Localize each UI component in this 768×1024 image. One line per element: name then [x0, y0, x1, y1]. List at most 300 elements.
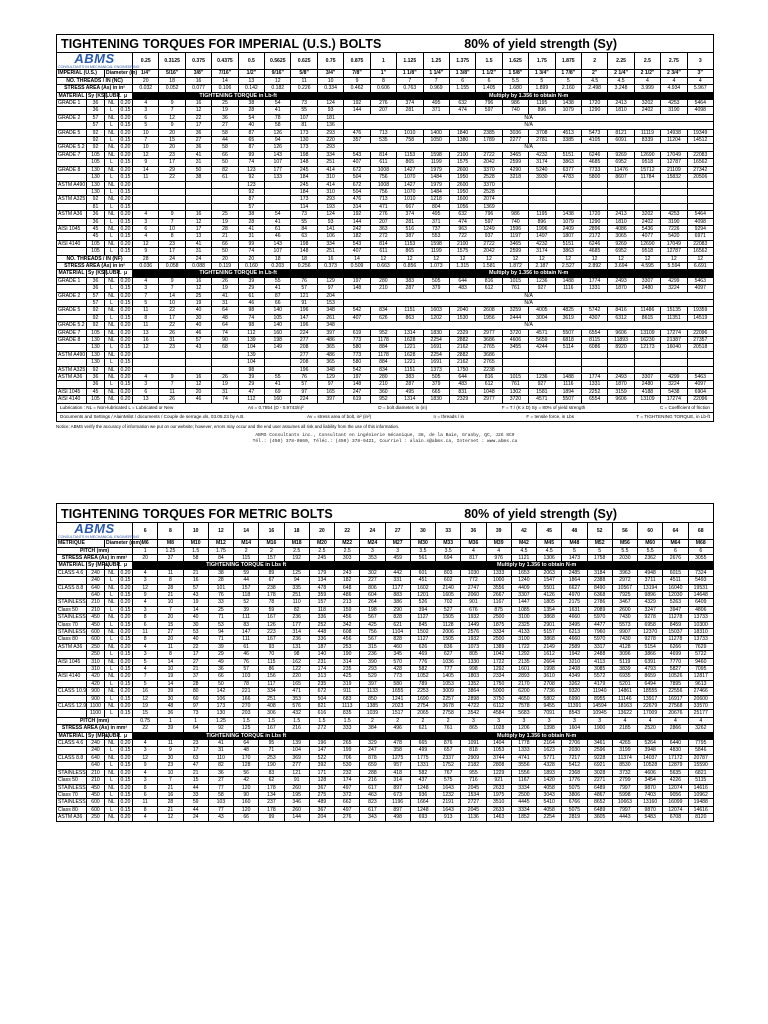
mu-cell: 0.15 — [119, 188, 133, 195]
stress-cell: 0.334 — [317, 85, 343, 92]
torque-cell: 293 — [317, 196, 343, 203]
diameter-label: Diameter (in) — [106, 70, 138, 77]
torque-cell: 4299 — [661, 277, 687, 284]
torque-cell: 93 — [259, 643, 284, 650]
torque-cell: 21 — [212, 233, 238, 240]
threads-cell: 5.5 — [502, 77, 528, 84]
torque-cell: 773 — [344, 337, 370, 344]
diameter-frac-cell: 1/4" — [133, 70, 159, 77]
table-row — [57, 814, 714, 821]
torque-cell: 10663 — [612, 799, 637, 806]
torque-cell: 576 — [284, 703, 309, 710]
torque-cell: 6246 — [581, 151, 607, 158]
mu-cell: 0.20 — [119, 240, 133, 247]
col-sy: Sy (MPa) — [88, 732, 110, 739]
stress-cell: 0.226 — [291, 85, 317, 92]
note-text: C = Coefficient of friction — [659, 404, 710, 410]
torque-cell: 2972 — [612, 577, 637, 584]
torque-cell: 8 — [133, 614, 158, 621]
mu-cell: 0.15 — [119, 636, 133, 643]
torque-cell: 5507 — [555, 329, 581, 336]
mu-cell: 0.20 — [119, 337, 133, 344]
threads-cell: 12 — [529, 255, 555, 262]
torque-cell: 41 — [265, 218, 291, 225]
material-cell: ASTM A325 — [58, 366, 86, 373]
torque-cell: 77 — [208, 784, 233, 791]
stress-cell: 2185 — [612, 725, 637, 732]
stress-cell: 3.248 — [608, 85, 634, 92]
table-row — [57, 614, 714, 621]
torque-cell: 36 — [158, 710, 183, 717]
torque-cell: 6821 — [688, 769, 713, 776]
torque-cell: 9 — [159, 277, 185, 284]
diameter-label: Diameter (mm) — [106, 540, 142, 547]
lubr-cell: L — [105, 359, 119, 366]
torque-cell: 9269 — [608, 151, 634, 158]
torque-cell — [159, 359, 185, 366]
torque-cell: 8659 — [638, 673, 663, 680]
diameter-m-cell: M68 — [688, 540, 713, 547]
torque-cell: 115 — [259, 658, 284, 665]
torque-cell: 11 — [158, 569, 183, 576]
mu-cell: 0.15 — [119, 710, 133, 717]
table-row — [57, 211, 714, 218]
torque-cell: 2722 — [476, 151, 502, 158]
torque-cell: 713 — [370, 129, 396, 136]
torque-cell: 1601 — [511, 666, 536, 673]
torque-cell: 776 — [410, 658, 435, 665]
torque-cell: 3 — [133, 651, 158, 658]
mu-cell: 0.15 — [119, 300, 133, 307]
torque-cell: 845 — [410, 621, 435, 628]
torque-cell: 4699 — [663, 651, 688, 658]
torque-cell: 7403 — [638, 791, 663, 798]
torque-cell: 5 — [133, 300, 159, 307]
stress-cell: 1.073 — [423, 262, 449, 269]
torque-cell: 665 — [410, 740, 435, 747]
pitch-cell: 1.25 — [158, 547, 183, 554]
lubr-cell: NL — [105, 643, 119, 650]
torque-cell: 25 — [212, 211, 238, 218]
torque-cell: 21 — [158, 806, 183, 813]
torque-cell: 527 — [436, 606, 461, 613]
torque-cell: 121 — [284, 769, 309, 776]
diameter-dec-cell: 1.875 — [555, 53, 581, 70]
torque-cell: 203 — [234, 710, 259, 717]
torque-cell: 1803 — [461, 673, 486, 680]
torque-cell: 1975 — [486, 791, 511, 798]
torque-cell: 123 — [238, 166, 264, 173]
torque-cell: 224 — [291, 329, 317, 336]
torque-cell: 10 — [133, 144, 159, 151]
material-cell: GRADE 1 — [57, 100, 87, 107]
torque-cell: 1127 — [410, 636, 435, 643]
torque-cell: 11940 — [587, 688, 612, 695]
torque-cell: 897 — [385, 806, 410, 813]
torque-cell: 210 — [370, 285, 396, 292]
sy-cell: 130 — [87, 337, 105, 344]
threads-cell: 18 — [159, 77, 185, 84]
torque-cell: 602 — [436, 577, 461, 584]
torque-cell: 238 — [259, 584, 284, 591]
torque-cell: 834 — [370, 307, 396, 314]
torque-cell: 952 — [370, 396, 396, 403]
torque-cell: 2480 — [634, 381, 660, 388]
footer-address: ABMS Consultants inc., Consultant en ingénierie mécanique, 38, de la Baie, Granby, QC, J2G 8C9 — [255, 432, 515, 438]
torque-cell: 198 — [291, 240, 317, 247]
sy-cell: 640 — [87, 762, 105, 769]
torque-cell: 173 — [291, 129, 317, 136]
torque-cell: 319 — [335, 680, 360, 687]
torque-cell: 207 — [370, 218, 396, 225]
torque-cell: 242 — [344, 225, 370, 232]
torque-cell: 14 — [158, 680, 183, 687]
sy-cell: 240 — [87, 569, 105, 576]
diameter-m-cell: M39 — [486, 540, 511, 547]
torque-cell: 44 — [212, 137, 238, 144]
torque-cell: 3866 — [638, 651, 663, 658]
torque-cell: 806 — [360, 584, 385, 591]
stress-cell: 157 — [259, 554, 284, 561]
threads-cell: 20 — [133, 77, 159, 84]
table-row — [57, 151, 714, 158]
torque-cell: 83 — [234, 621, 259, 628]
torque-cell: 59 — [183, 799, 208, 806]
torque-cell: 986 — [502, 100, 528, 107]
torque-cell: 360 — [370, 388, 396, 395]
torque-cell: 1870 — [608, 381, 634, 388]
diameter-dec-cell: 1.25 — [423, 53, 449, 70]
torque-cell: 5420 — [661, 233, 687, 240]
torque-cell: 14037 — [638, 754, 663, 761]
torque-cell: 6091 — [608, 137, 634, 144]
torque-cell: 10945 — [587, 710, 612, 717]
table-row — [57, 137, 714, 144]
torque-cell: 486 — [335, 591, 360, 598]
torque-cell: 148 — [344, 285, 370, 292]
torque-cell: 5264 — [638, 740, 663, 747]
torque-cell: 31 — [212, 388, 238, 395]
torque-cell: 48 — [212, 314, 238, 321]
torque-cell: 1449 — [461, 621, 486, 628]
torque-cell: 20787 — [688, 754, 713, 761]
torque-cell: 3467 — [612, 599, 637, 606]
diameter-num-cell: 22 — [335, 522, 360, 539]
material-cell: CLASS 4.6 — [57, 740, 87, 747]
torque-cell: 3806 — [562, 791, 587, 798]
torque-cell — [212, 181, 238, 188]
torque-cell: 876 — [436, 740, 461, 747]
torque-cell: 8339 — [634, 137, 660, 144]
torque-cell: 1008 — [370, 166, 396, 173]
table-row — [57, 584, 714, 591]
torque-cell: 64 — [212, 322, 238, 329]
torque-cell: 8530 — [612, 762, 637, 769]
na-cell: N/A — [344, 292, 714, 299]
torque-cell: 921 — [486, 777, 511, 784]
mu-cell: 0.15 — [119, 122, 133, 129]
torque-cell: 48 — [234, 747, 259, 754]
threads-cell: 7 — [423, 77, 449, 84]
torque-cell: 5000 — [486, 688, 511, 695]
col-mu: μ — [119, 732, 133, 739]
torque-cell: 4188 — [634, 388, 660, 395]
diameter-num-cell: 8 — [158, 522, 183, 539]
stress-cell: 0.969 — [423, 85, 449, 92]
torque-cell: 4133 — [511, 628, 536, 635]
torque-cell: 1602 — [410, 584, 435, 591]
torque-cell: 4329 — [638, 599, 663, 606]
mu-cell: 0.20 — [119, 740, 133, 747]
metric-sheet — [56, 503, 714, 822]
torque-cell: 315 — [360, 643, 385, 650]
torque-cell: 46 — [238, 300, 264, 307]
torque-cell: 1236 — [529, 374, 555, 381]
torque-cell: 27 — [208, 777, 233, 784]
torque-cell: 1236 — [529, 277, 555, 284]
torque-cell: 74 — [238, 248, 264, 255]
mu-cell: 0.20 — [119, 754, 133, 761]
table-row — [57, 366, 714, 373]
torque-cell: 41 — [208, 740, 233, 747]
torque-cell: 31 — [185, 159, 211, 166]
torque-cell: 526 — [410, 599, 435, 606]
torque-cell: 476 — [344, 129, 370, 136]
stress-cell: 976 — [486, 554, 511, 561]
torque-cell: 14 — [159, 292, 185, 299]
torque-cell: 10962 — [688, 791, 713, 798]
torque-cell: 816 — [476, 374, 502, 381]
torque-cell — [212, 203, 238, 210]
torque-cell: 7430 — [612, 614, 637, 621]
torque-cell: 3202 — [634, 100, 660, 107]
torque-cell: 365 — [317, 344, 343, 351]
stress-cell: 2362 — [638, 554, 663, 561]
torque-cell: 575 — [436, 777, 461, 784]
stress-cell: 0.663 — [370, 262, 396, 269]
torque-cell: 12 — [133, 584, 158, 591]
torque-cell: 16562 — [687, 159, 713, 166]
diameter-num-cell: 12 — [208, 522, 233, 539]
disclaimer: Notice: ABMS verify the accuracy of information we put on our website; however, errors may occur and the end user assumes all risk and liability from the use of this information. — [56, 423, 400, 429]
stress-row — [57, 85, 714, 92]
torque-cell: 12 — [185, 218, 211, 225]
threads-cell: 18 — [291, 255, 317, 262]
torque-cell: 173 — [208, 703, 233, 710]
threads-cell: 12 — [476, 255, 502, 262]
torque-cell: 3732 — [612, 769, 637, 776]
stress-cell: 4.934 — [661, 85, 687, 92]
stress-cell: 865 — [461, 725, 486, 732]
torque-cell: 1628 — [397, 337, 423, 344]
torque-cell: 1581 — [529, 388, 555, 395]
diameter-dec-cell: 1.125 — [397, 53, 423, 70]
torque-cell: 11119 — [634, 129, 660, 136]
table-row — [57, 799, 714, 806]
torque-cell: 621 — [385, 621, 410, 628]
torque-cell: 21387 — [661, 337, 687, 344]
sy-cell: 600 — [87, 799, 105, 806]
torque-cell: 9056 — [663, 791, 688, 798]
torque-cell: 114 — [291, 203, 317, 210]
torque-cell — [529, 351, 555, 358]
torque-cell: 44 — [183, 806, 208, 813]
material-cell — [57, 359, 87, 366]
torque-cell: 3 — [133, 777, 158, 784]
sy-cell: 105 — [87, 248, 105, 255]
material-cell: GRADE 5 — [57, 129, 87, 136]
torque-cell: 2254 — [423, 351, 449, 358]
sy-cell: 250 — [87, 814, 105, 821]
pitch-fine-row — [57, 717, 714, 724]
torque-cell: 4606 — [638, 769, 663, 776]
torque-cell: 23 — [159, 344, 185, 351]
diameter-frac-cell: 1 7/8" — [555, 70, 581, 77]
stress-cell: 3.694 — [608, 262, 634, 269]
torque-cell: 4244 — [529, 344, 555, 351]
diameter-frac-cell: 9/16" — [265, 70, 291, 77]
torque-cell: 157 — [234, 584, 259, 591]
torque-cell: 756 — [360, 628, 385, 635]
torque-cell: 3199 — [612, 747, 637, 754]
torque-cell: 140 — [265, 307, 291, 314]
torque-cell: 1221 — [397, 359, 423, 366]
torque-cell: 148 — [291, 159, 317, 166]
torque-cell: 27342 — [687, 166, 713, 173]
torque-cell: 1053 — [486, 747, 511, 754]
torque-cell: 110 — [208, 754, 233, 761]
torque-cell: 3210 — [562, 658, 587, 665]
torque-cell: 5 — [133, 658, 158, 665]
torque-cell: 41 — [212, 292, 238, 299]
torque-cell: 329 — [360, 740, 385, 747]
torque-cell: 1852 — [511, 814, 536, 821]
torque-cell: 89 — [259, 569, 284, 576]
torque-cell: 1596 — [502, 225, 528, 232]
torque-cell: 9 — [159, 211, 185, 218]
torque-cell: 5154 — [638, 643, 663, 650]
torque-cell: 6489 — [587, 784, 612, 791]
torque-cell: 76 — [208, 591, 233, 598]
column-header-row — [57, 732, 714, 739]
stress-cell: 817 — [461, 554, 486, 561]
torque-cell: 5115 — [688, 777, 713, 784]
torque-cell: 4097 — [687, 285, 713, 292]
torque-cell: 70 — [259, 651, 284, 658]
material-cell: GRADE 7 — [57, 329, 87, 336]
torque-cell: 4830 — [663, 747, 688, 754]
torque-cell: 6 — [133, 114, 159, 121]
torque-cell: 12787 — [661, 159, 687, 166]
torque-cell: 15135 — [661, 307, 687, 314]
table-row — [57, 651, 714, 658]
table-row — [57, 322, 714, 329]
torque-cell: 2149 — [537, 643, 562, 650]
torque-cell: 53 — [183, 628, 208, 635]
torque-cell: 9907 — [612, 628, 637, 635]
torque-cell: 50 — [212, 248, 238, 255]
torque-cell: 2754 — [410, 703, 435, 710]
column-header-row — [57, 92, 714, 99]
diameter-m-cell: M8 — [158, 540, 183, 547]
torque-cell: 281 — [397, 107, 423, 114]
torque-cell: 2402 — [634, 218, 660, 225]
torque-cell: 9460 — [688, 658, 713, 665]
threads-cell: 5 — [529, 77, 555, 84]
sy-cell: 450 — [87, 621, 105, 628]
threads-cell: 11 — [291, 77, 317, 84]
torque-cell: 156 — [259, 673, 284, 680]
torque-cell: 71 — [208, 636, 233, 643]
lubr-cell: L — [105, 777, 119, 784]
torque-cell — [581, 188, 607, 195]
torque-cell: 13733 — [688, 636, 713, 643]
torque-cell: 3096 — [612, 651, 637, 658]
threads-label: NO. THREADS / IN (NC) — [57, 77, 133, 84]
mu-cell: 0.20 — [119, 599, 133, 606]
torque-cell: 5151 — [555, 240, 581, 247]
sy-cell: 57 — [87, 114, 105, 121]
torque-cell: 1447 — [511, 599, 536, 606]
torque-cell: 4113 — [587, 658, 612, 665]
torque-cell: 17274 — [661, 329, 687, 336]
torque-cell: 31 — [185, 248, 211, 255]
torque-cell: 28 — [158, 799, 183, 806]
torque-cell: 31 — [208, 747, 233, 754]
table-row — [57, 285, 714, 292]
pitch-cell: 4 — [663, 717, 688, 724]
torque-cell: 7095 — [688, 666, 713, 673]
torque-cell: 41 — [185, 240, 211, 247]
torque-cell: 87 — [238, 144, 264, 151]
stress-cell: 3.999 — [634, 85, 660, 92]
torque-cell: 1400 — [423, 129, 449, 136]
lubr-cell: NL — [105, 196, 119, 203]
torque-cell — [661, 366, 687, 373]
material-cell — [57, 710, 87, 717]
torque-cell: 13109 — [634, 396, 660, 403]
torque-cell: 3370 — [476, 166, 502, 173]
torque-cell — [133, 359, 159, 366]
torque-cell: 5722 — [688, 651, 713, 658]
torque-cell: 11374 — [612, 754, 637, 761]
torque-cell: 9278 — [638, 636, 663, 643]
torque-cell: 1116 — [555, 381, 581, 388]
torque-cell: 208 — [291, 344, 317, 351]
torque-cell: 7736 — [537, 688, 562, 695]
torque-cell: 21109 — [661, 166, 687, 173]
torque-cell: 6818 — [555, 337, 581, 344]
torque-cell: 1463 — [486, 814, 511, 821]
lubr-cell: NL — [105, 658, 119, 665]
torque-band-right: Multiply by 1.356 to obtain N-m — [344, 92, 714, 99]
torque-cell: 14648 — [688, 591, 713, 598]
unit-label: MÉTRIQUE — [57, 540, 105, 547]
torque-cell: 174 — [335, 777, 360, 784]
torque-cell: 1015 — [502, 277, 528, 284]
torque-cell: 2528 — [476, 174, 502, 181]
mu-cell: 0.15 — [119, 747, 133, 754]
torque-cell: 2898 — [461, 695, 486, 702]
torque-cell: 3619 — [555, 314, 581, 321]
torque-cell: 3720 — [502, 396, 528, 403]
torque-cell: 3218 — [502, 174, 528, 181]
torque-cell: 275 — [309, 791, 334, 798]
torque-cell: 1292 — [486, 666, 511, 673]
torque-cell: 4098 — [687, 107, 713, 114]
sy-cell: 36 — [87, 107, 105, 114]
torque-cell: 2882 — [449, 351, 475, 358]
